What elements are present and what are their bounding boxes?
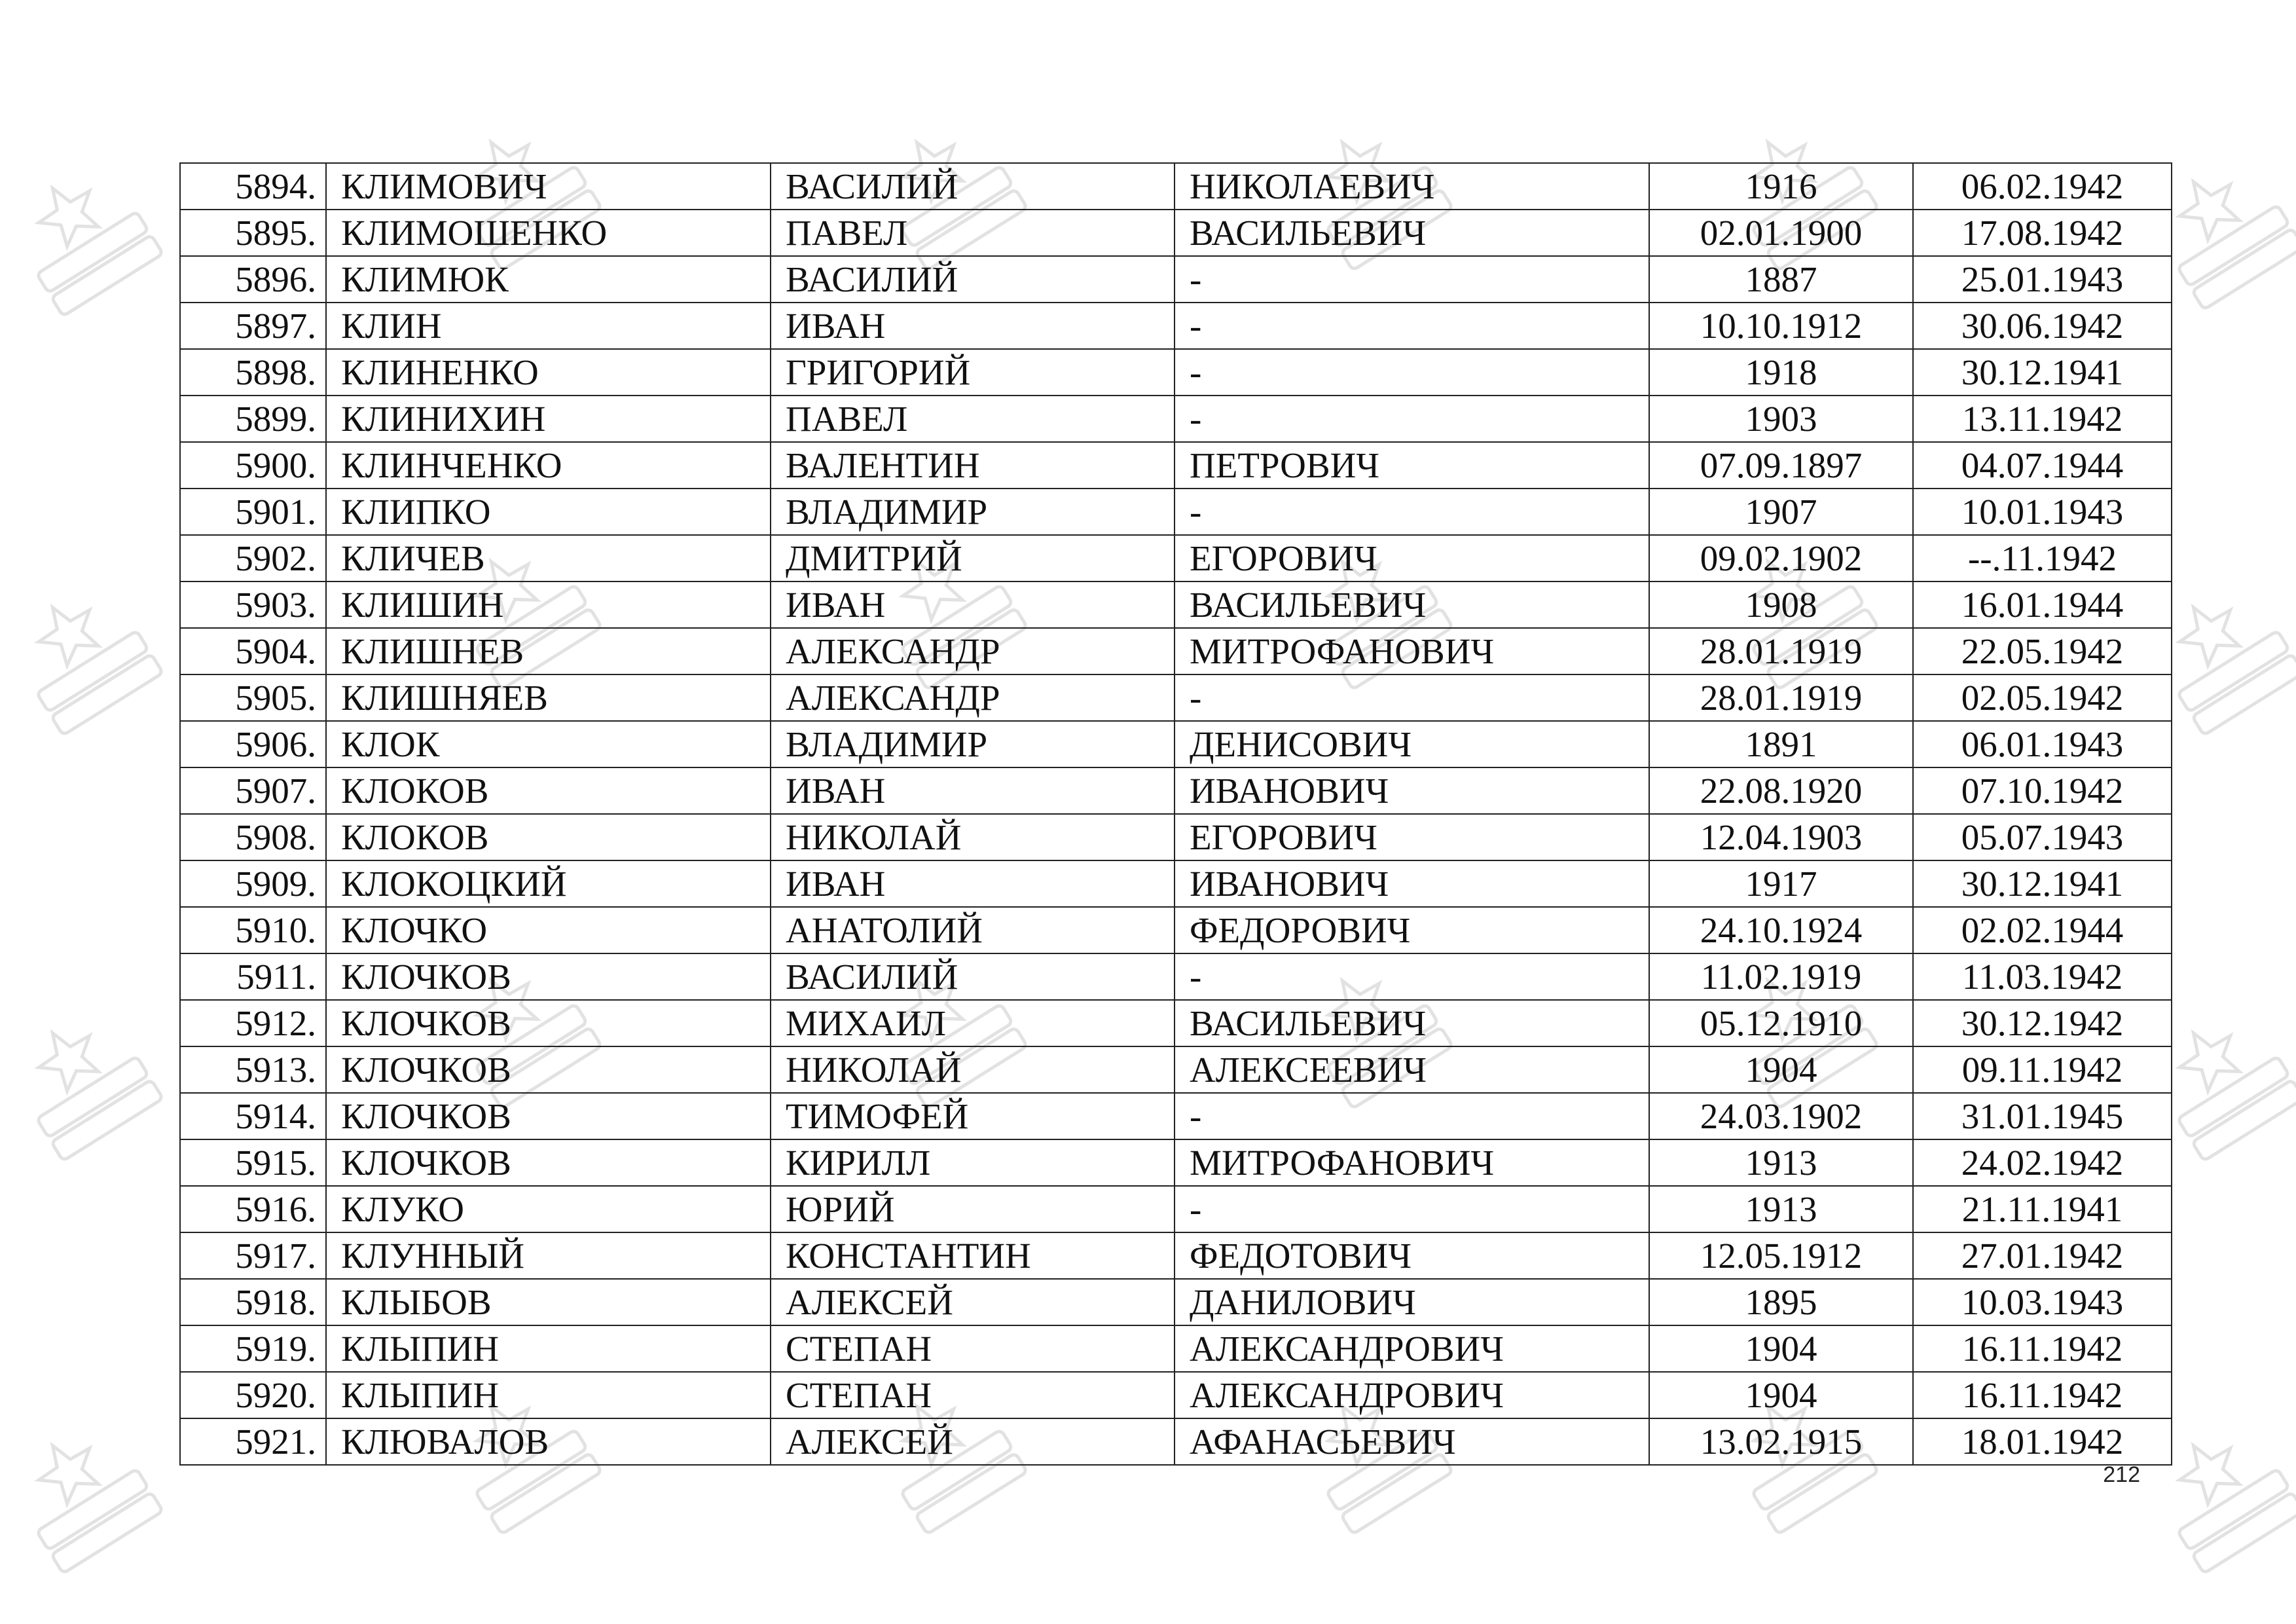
row-number: 5907. (180, 767, 326, 814)
surname-cell: КЛЫПИН (326, 1325, 771, 1372)
row-number: 5900. (180, 442, 326, 489)
patronymic-cell: АЛЕКСЕЕВИЧ (1175, 1046, 1649, 1093)
birth-date-cell: 05.12.1910 (1649, 1000, 1913, 1046)
table-row (180, 256, 2172, 303)
surname-cell: КЛОЧКОВ (326, 1046, 771, 1093)
row-number: 5914. (180, 1093, 326, 1139)
table-row (180, 721, 2172, 767)
table-row (180, 860, 2172, 907)
death-date-cell: 18.01.1942 (1913, 1418, 2172, 1465)
death-date-cell: 16.01.1944 (1913, 581, 2172, 628)
name-cell: ДМИТРИЙ (771, 535, 1175, 581)
table-row (180, 396, 2172, 442)
death-date-cell: 11.03.1942 (1913, 953, 2172, 1000)
table-row (180, 163, 2172, 210)
birth-date-cell: 1904 (1649, 1325, 1913, 1372)
death-date-cell: 06.02.1942 (1913, 163, 2172, 210)
table-row (180, 1325, 2172, 1372)
row-number: 5913. (180, 1046, 326, 1093)
surname-cell: КЛИНИХИН (326, 396, 771, 442)
table-row (180, 349, 2172, 396)
row-number: 5896. (180, 256, 326, 303)
death-date-cell: 09.11.1942 (1913, 1046, 2172, 1093)
death-date-cell: 10.01.1943 (1913, 489, 2172, 535)
death-date-cell: 30.12.1941 (1913, 860, 2172, 907)
name-cell: ИВАН (771, 303, 1175, 349)
row-number: 5897. (180, 303, 326, 349)
page-number: 212 (2103, 1462, 2140, 1487)
birth-date-cell: 12.04.1903 (1649, 814, 1913, 860)
death-date-cell: 05.07.1943 (1913, 814, 2172, 860)
surname-cell: КЛИШИН (326, 581, 771, 628)
patronymic-cell: АФАНАСЬЕВИЧ (1175, 1418, 1649, 1465)
surname-cell: КЛОЧКОВ (326, 1093, 771, 1139)
patronymic-cell: ИВАНОВИЧ (1175, 860, 1649, 907)
name-cell: СТЕПАН (771, 1325, 1175, 1372)
surname-cell: КЛИНЧЕНКО (326, 442, 771, 489)
patronymic-cell: ИВАНОВИЧ (1175, 767, 1649, 814)
row-number: 5902. (180, 535, 326, 581)
watermark-stamp (13, 1428, 164, 1578)
surname-cell: КЛЫПИН (326, 1372, 771, 1418)
death-date-cell: 30.12.1942 (1913, 1000, 2172, 1046)
death-date-cell: 22.05.1942 (1913, 628, 2172, 674)
name-cell: АНАТОЛИЙ (771, 907, 1175, 953)
patronymic-cell: ВАСИЛЬЕВИЧ (1175, 210, 1649, 256)
row-number: 5919. (180, 1325, 326, 1372)
birth-date-cell: 28.01.1919 (1649, 674, 1913, 721)
table-row (180, 1232, 2172, 1279)
table-row (180, 1046, 2172, 1093)
name-cell: АЛЕКСЕЙ (771, 1418, 1175, 1465)
row-number: 5916. (180, 1186, 326, 1232)
death-date-cell: 02.05.1942 (1913, 674, 2172, 721)
name-cell: ПАВЕЛ (771, 210, 1175, 256)
birth-date-cell: 02.01.1900 (1649, 210, 1913, 256)
row-number: 5910. (180, 907, 326, 953)
row-number: 5903. (180, 581, 326, 628)
birth-date-cell: 1904 (1649, 1046, 1913, 1093)
name-cell: ВАСИЛИЙ (771, 953, 1175, 1000)
table-row (180, 1000, 2172, 1046)
surname-cell: КЛОК (326, 721, 771, 767)
table-row (180, 1093, 2172, 1139)
surname-cell: КЛОЧКОВ (326, 1000, 771, 1046)
patronymic-cell: - (1175, 489, 1649, 535)
table-row (180, 210, 2172, 256)
birth-date-cell: 1903 (1649, 396, 1913, 442)
patronymic-cell: ФЕДОТОВИЧ (1175, 1232, 1649, 1279)
surname-cell: КЛОКОВ (326, 767, 771, 814)
patronymic-cell: - (1175, 1186, 1649, 1232)
name-cell: АЛЕКСАНДР (771, 674, 1175, 721)
patronymic-cell: - (1175, 1093, 1649, 1139)
watermark-stamp (13, 1015, 164, 1166)
table-row (180, 581, 2172, 628)
table-row (180, 674, 2172, 721)
patronymic-cell: ЕГОРОВИЧ (1175, 814, 1649, 860)
surname-cell: КЛИШНЕВ (326, 628, 771, 674)
name-cell: ВЛАДИМИР (771, 721, 1175, 767)
surname-cell: КЛОЧКОВ (326, 953, 771, 1000)
patronymic-cell: ДЕНИСОВИЧ (1175, 721, 1649, 767)
death-date-cell: 06.01.1943 (1913, 721, 2172, 767)
surname-cell: КЛИМОВИЧ (326, 163, 771, 210)
surname-cell: КЛЮВАЛОВ (326, 1418, 771, 1465)
birth-date-cell: 1891 (1649, 721, 1913, 767)
patronymic-cell: НИКОЛАЕВИЧ (1175, 163, 1649, 210)
patronymic-cell: АЛЕКСАНДРОВИЧ (1175, 1325, 1649, 1372)
birth-date-cell: 1907 (1649, 489, 1913, 535)
death-date-cell: 24.02.1942 (1913, 1139, 2172, 1186)
name-cell: МИХАИЛ (771, 1000, 1175, 1046)
death-date-cell: 31.01.1945 (1913, 1093, 2172, 1139)
birth-date-cell: 1904 (1649, 1372, 1913, 1418)
birth-date-cell: 22.08.1920 (1649, 767, 1913, 814)
birth-date-cell: 1913 (1649, 1139, 1913, 1186)
table-row (180, 1139, 2172, 1186)
surname-cell: КЛИН (326, 303, 771, 349)
birth-date-cell: 1887 (1649, 256, 1913, 303)
name-cell: ВАСИЛИЙ (771, 163, 1175, 210)
death-date-cell: 04.07.1944 (1913, 442, 2172, 489)
table-row (180, 1418, 2172, 1465)
name-cell: НИКОЛАЙ (771, 814, 1175, 860)
surname-cell: КЛУННЫЙ (326, 1232, 771, 1279)
birth-date-cell: 1908 (1649, 581, 1913, 628)
table-row (180, 953, 2172, 1000)
surname-cell: КЛИПКО (326, 489, 771, 535)
name-cell: КОНСТАНТИН (771, 1232, 1175, 1279)
name-cell: ПАВЕЛ (771, 396, 1175, 442)
name-cell: ВАСИЛИЙ (771, 256, 1175, 303)
row-number: 5908. (180, 814, 326, 860)
name-cell: ТИМОФЕЙ (771, 1093, 1175, 1139)
death-date-cell: 16.11.1942 (1913, 1325, 2172, 1372)
row-number: 5905. (180, 674, 326, 721)
birth-date-cell: 09.02.1902 (1649, 535, 1913, 581)
row-number: 5904. (180, 628, 326, 674)
death-date-cell: 17.08.1942 (1913, 210, 2172, 256)
watermark-stamp (13, 170, 164, 321)
table-row (180, 628, 2172, 674)
patronymic-cell: АЛЕКСАНДРОВИЧ (1175, 1372, 1649, 1418)
table-row (180, 814, 2172, 860)
row-number: 5921. (180, 1418, 326, 1465)
birth-date-cell: 1917 (1649, 860, 1913, 907)
patronymic-cell: ВАСИЛЬЕВИЧ (1175, 581, 1649, 628)
table-row (180, 1186, 2172, 1232)
patronymic-cell: МИТРОФАНОВИЧ (1175, 1139, 1649, 1186)
table-row (180, 767, 2172, 814)
row-number: 5920. (180, 1372, 326, 1418)
row-number: 5901. (180, 489, 326, 535)
patronymic-cell: - (1175, 349, 1649, 396)
birth-date-cell: 24.10.1924 (1649, 907, 1913, 953)
birth-date-cell: 28.01.1919 (1649, 628, 1913, 674)
name-cell: ИВАН (771, 581, 1175, 628)
name-cell: ЮРИЙ (771, 1186, 1175, 1232)
name-cell: ГРИГОРИЙ (771, 349, 1175, 396)
surname-cell: КЛИМОШЕНКО (326, 210, 771, 256)
death-date-cell: 13.11.1942 (1913, 396, 2172, 442)
watermark-stamp (2154, 1428, 2296, 1578)
patronymic-cell: ПЕТРОВИЧ (1175, 442, 1649, 489)
casualty-table (179, 162, 2172, 1466)
patronymic-cell: ДАНИЛОВИЧ (1175, 1279, 1649, 1325)
name-cell: КИРИЛЛ (771, 1139, 1175, 1186)
death-date-cell: 07.10.1942 (1913, 767, 2172, 814)
row-number: 5911. (180, 953, 326, 1000)
patronymic-cell: - (1175, 396, 1649, 442)
name-cell: ВАЛЕНТИН (771, 442, 1175, 489)
name-cell: ВЛАДИМИР (771, 489, 1175, 535)
death-date-cell: 30.06.1942 (1913, 303, 2172, 349)
death-date-cell: 27.01.1942 (1913, 1232, 2172, 1279)
table-row (180, 535, 2172, 581)
name-cell: НИКОЛАЙ (771, 1046, 1175, 1093)
table-row (180, 489, 2172, 535)
table-body (180, 163, 2172, 1465)
death-date-cell: 02.02.1944 (1913, 907, 2172, 953)
death-date-cell: 30.12.1941 (1913, 349, 2172, 396)
death-date-cell: 16.11.1942 (1913, 1372, 2172, 1418)
patronymic-cell: МИТРОФАНОВИЧ (1175, 628, 1649, 674)
surname-cell: КЛОКОВ (326, 814, 771, 860)
patronymic-cell: ФЕДОРОВИЧ (1175, 907, 1649, 953)
birth-date-cell: 07.09.1897 (1649, 442, 1913, 489)
row-number: 5915. (180, 1139, 326, 1186)
surname-cell: КЛИМЮК (326, 256, 771, 303)
row-number: 5912. (180, 1000, 326, 1046)
patronymic-cell: ВАСИЛЬЕВИЧ (1175, 1000, 1649, 1046)
surname-cell: КЛУКО (326, 1186, 771, 1232)
row-number: 5894. (180, 163, 326, 210)
birth-date-cell: 10.10.1912 (1649, 303, 1913, 349)
birth-date-cell: 1918 (1649, 349, 1913, 396)
name-cell: АЛЕКСАНДР (771, 628, 1175, 674)
birth-date-cell: 1916 (1649, 163, 1913, 210)
row-number: 5917. (180, 1232, 326, 1279)
patronymic-cell: ЕГОРОВИЧ (1175, 535, 1649, 581)
surname-cell: КЛОЧКОВ (326, 1139, 771, 1186)
surname-cell: КЛИШНЯЕВ (326, 674, 771, 721)
watermark-stamp (2154, 164, 2296, 314)
surname-cell: КЛЫБОВ (326, 1279, 771, 1325)
name-cell: ИВАН (771, 767, 1175, 814)
surname-cell: КЛОКОЦКИЙ (326, 860, 771, 907)
death-date-cell: --.11.1942 (1913, 535, 2172, 581)
watermark-stamp (2154, 1015, 2296, 1166)
birth-date-cell: 11.02.1919 (1649, 953, 1913, 1000)
table-row (180, 303, 2172, 349)
death-date-cell: 25.01.1943 (1913, 256, 2172, 303)
watermark-stamp (13, 589, 164, 740)
row-number: 5918. (180, 1279, 326, 1325)
surname-cell: КЛИЧЕВ (326, 535, 771, 581)
death-date-cell: 10.03.1943 (1913, 1279, 2172, 1325)
surname-cell: КЛИНЕНКО (326, 349, 771, 396)
birth-date-cell: 1895 (1649, 1279, 1913, 1325)
birth-date-cell: 13.02.1915 (1649, 1418, 1913, 1465)
table-row (180, 907, 2172, 953)
death-date-cell: 21.11.1941 (1913, 1186, 2172, 1232)
patronymic-cell: - (1175, 303, 1649, 349)
birth-date-cell: 12.05.1912 (1649, 1232, 1913, 1279)
patronymic-cell: - (1175, 953, 1649, 1000)
table-row (180, 1372, 2172, 1418)
row-number: 5899. (180, 396, 326, 442)
row-number: 5895. (180, 210, 326, 256)
patronymic-cell: - (1175, 256, 1649, 303)
name-cell: СТЕПАН (771, 1372, 1175, 1418)
surname-cell: КЛОЧКО (326, 907, 771, 953)
patronymic-cell: - (1175, 674, 1649, 721)
row-number: 5898. (180, 349, 326, 396)
watermark-stamp (2154, 589, 2296, 740)
table-row (180, 442, 2172, 489)
row-number: 5909. (180, 860, 326, 907)
row-number: 5906. (180, 721, 326, 767)
name-cell: АЛЕКСЕЙ (771, 1279, 1175, 1325)
name-cell: ИВАН (771, 860, 1175, 907)
birth-date-cell: 1913 (1649, 1186, 1913, 1232)
table-row (180, 1279, 2172, 1325)
birth-date-cell: 24.03.1902 (1649, 1093, 1913, 1139)
